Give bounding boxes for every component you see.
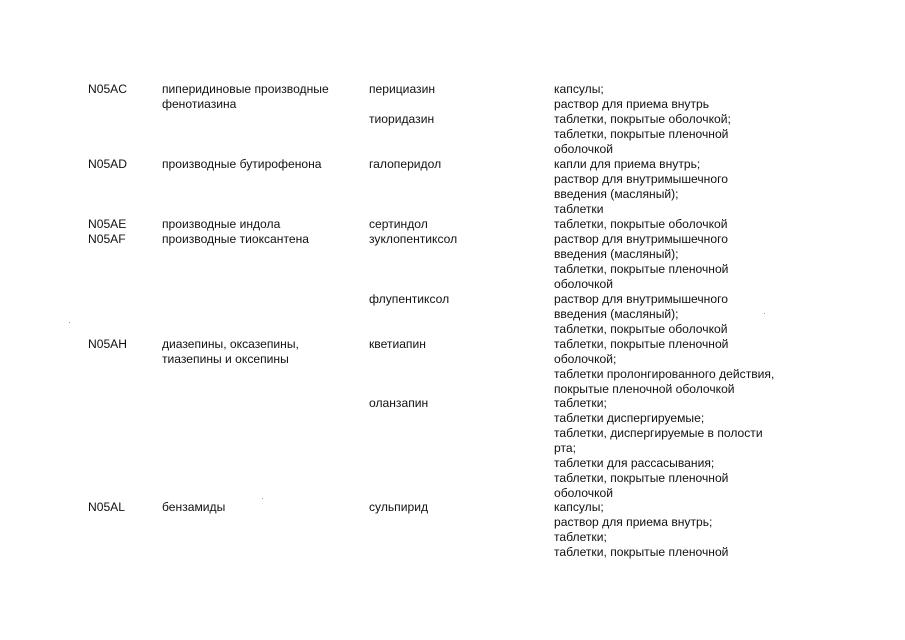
dosage-form: таблетки, покрытые оболочкой bbox=[554, 217, 728, 231]
group-name bbox=[162, 500, 362, 515]
drug-name: сертиндол bbox=[369, 217, 428, 231]
dosage-forms bbox=[554, 396, 884, 501]
dosage-form: капсулы; bbox=[554, 82, 604, 96]
dosage-form: таблетки, покрытые пленочной bbox=[554, 545, 729, 559]
group-name-line: бензамиды bbox=[162, 500, 226, 514]
dosage-forms bbox=[554, 217, 884, 232]
group-name bbox=[162, 217, 362, 232]
dosage-form: таблетки; bbox=[554, 530, 607, 544]
dosage-form: введения (масляный); bbox=[554, 187, 679, 201]
atc-code: N05AL bbox=[88, 500, 125, 514]
dosage-form: раствор для приема внутрь bbox=[554, 97, 710, 111]
drug-name: галоперидол bbox=[369, 157, 442, 171]
group-name bbox=[162, 232, 362, 247]
dosage-form: таблетки; bbox=[554, 396, 607, 410]
dosage-form: рта; bbox=[554, 441, 576, 455]
dosage-form: покрытые пленочной оболочкой bbox=[554, 382, 735, 396]
atc-code: N05AH bbox=[88, 337, 127, 351]
scan-speck bbox=[764, 313, 765, 314]
drug-name: флупентиксол bbox=[369, 292, 450, 306]
dosage-form: капсулы; bbox=[554, 500, 604, 514]
dosage-form: оболочкой bbox=[554, 277, 613, 291]
group-name-line: диазепины, оксазепины, bbox=[162, 337, 299, 351]
dosage-form: таблетки для рассасывания; bbox=[554, 456, 715, 470]
dosage-form: таблетки, покрытые оболочкой bbox=[554, 322, 728, 336]
dosage-forms bbox=[554, 292, 884, 337]
atc-code: N05AE bbox=[88, 217, 127, 231]
group-name-line: производные индола bbox=[162, 217, 281, 231]
group-name bbox=[162, 157, 362, 172]
dosage-form: раствор для внутримышечного bbox=[554, 292, 728, 306]
scan-speck bbox=[262, 498, 263, 499]
dosage-form: оболочкой; bbox=[554, 352, 617, 366]
dosage-form: таблетки bbox=[554, 202, 604, 216]
dosage-form: таблетки, покрытые оболочкой; bbox=[554, 112, 731, 126]
dosage-form: введения (масляный); bbox=[554, 307, 679, 321]
dosage-form: таблетки пролонгированного действия, bbox=[554, 367, 775, 381]
dosage-forms bbox=[554, 232, 884, 292]
dosage-form: капли для приема внутрь; bbox=[554, 157, 701, 171]
dosage-forms bbox=[554, 82, 884, 112]
dosage-forms bbox=[554, 500, 884, 560]
atc-code: N05AD bbox=[88, 157, 127, 171]
drug-name: перициазин bbox=[369, 82, 436, 96]
dosage-form: раствор для внутримышечного bbox=[554, 232, 728, 246]
group-name-line: производные бутирофенона bbox=[162, 157, 322, 171]
drug-name: оланзапин bbox=[369, 396, 429, 410]
dosage-form: таблетки, покрытые пленочной bbox=[554, 127, 729, 141]
scan-speck bbox=[69, 322, 70, 323]
atc-code: N05AF bbox=[88, 232, 126, 246]
dosage-form: оболочкой bbox=[554, 486, 613, 500]
atc-code: N05AC bbox=[88, 82, 127, 96]
dosage-form: оболочкой bbox=[554, 142, 613, 156]
drug-name: тиоридазин bbox=[369, 112, 435, 126]
group-name bbox=[162, 337, 362, 367]
dosage-form: таблетки, покрытые пленочной bbox=[554, 337, 729, 351]
drug-name: зуклопентиксол bbox=[369, 232, 458, 246]
dosage-forms bbox=[554, 337, 884, 397]
drug-name: сульпирид bbox=[369, 500, 429, 514]
group-name bbox=[162, 82, 362, 112]
group-name-line: производные тиоксантена bbox=[162, 232, 309, 246]
group-name-line: фенотиазина bbox=[162, 97, 237, 111]
group-name-line: тиазепины и оксепины bbox=[162, 352, 289, 366]
dosage-forms bbox=[554, 157, 884, 217]
dosage-form: таблетки, покрытые пленочной bbox=[554, 262, 729, 276]
dosage-form: таблетки, диспергируемые в полости bbox=[554, 426, 763, 440]
dosage-forms bbox=[554, 112, 884, 157]
dosage-form: таблетки, покрытые пленочной bbox=[554, 471, 729, 485]
dosage-form: введения (масляный); bbox=[554, 247, 679, 261]
drug-name: кветиапин bbox=[369, 337, 426, 351]
dosage-form: таблетки диспергируемые; bbox=[554, 411, 705, 425]
group-name-line: пиперидиновые производные bbox=[162, 82, 329, 96]
dosage-form: раствор для внутримышечного bbox=[554, 172, 728, 186]
dosage-form: раствор для приема внутрь; bbox=[554, 515, 713, 529]
